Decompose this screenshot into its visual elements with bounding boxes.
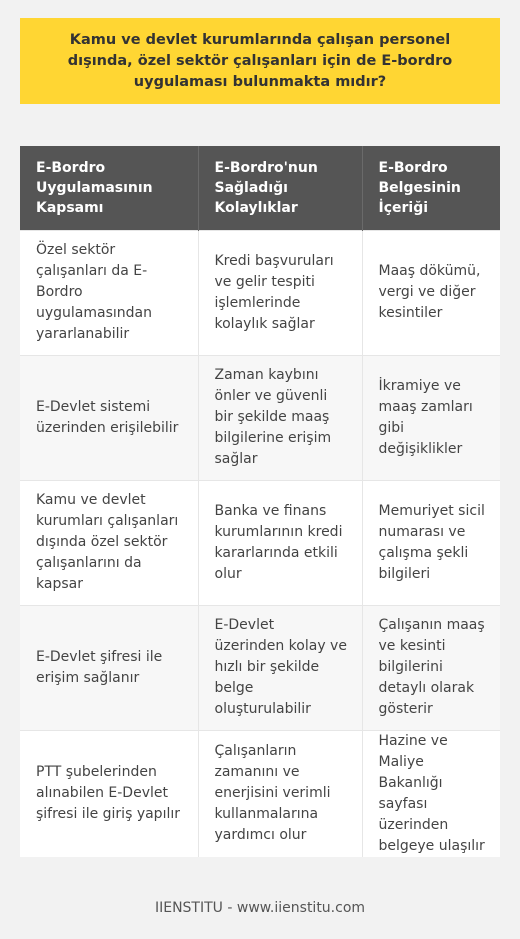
table-header-row (20, 146, 500, 230)
footer-credit: IIENSTITU - www.iienstitu.com (154, 900, 366, 916)
table-cell: Hazine ve Maliye Bakanlığı sayfası üzerinden belgeye ulaşılır (362, 730, 500, 857)
table-row (20, 230, 500, 355)
table-cell: Memuriyet sicil numarası ve çalışma şekli bilgileri (362, 480, 500, 605)
table-cell: E-Devlet şifresi ile erişim sağlanır (20, 605, 198, 730)
table-cell: Kamu ve devlet kurumları çalışanları dışında özel sektör çalışanlarını da kapsar (20, 480, 198, 605)
table-row (20, 480, 500, 605)
table-row (20, 730, 500, 857)
table-cell: Özel sektör çalışanları da E-Bordro uygulamasından yararlanabilir (20, 230, 198, 355)
table-cell: Çalışanın maaş ve kesinti bilgilerini detaylı olarak gösterir (362, 605, 500, 730)
table-row (20, 355, 500, 480)
column-header: E-Bordro Uygulamasının Kapsamı (20, 146, 198, 230)
comparison-table (20, 146, 500, 857)
table-cell: Çalışanların zamanını ve enerjisini verimli kullanmalarına yardımcı olur (198, 730, 362, 857)
title-banner (20, 18, 500, 104)
table-cell: İkramiye ve maaş zamları gibi değişiklikler (362, 355, 500, 480)
table-cell: Zaman kaybını önler ve güvenli bir şekilde maaş bilgilerine erişim sağlar (198, 355, 362, 480)
table-cell: PTT şubelerinden alınabilen E-Devlet şifresi ile giriş yapılır (20, 730, 198, 857)
table-cell: E-Devlet üzerinden kolay ve hızlı bir şekilde belge oluşturulabilir (198, 605, 362, 730)
column-header: E-Bordro Belgesinin İçeriği (362, 146, 500, 230)
table-cell: Kredi başvuruları ve gelir tespiti işlemlerinde kolaylık sağlar (198, 230, 362, 355)
column-header: E-Bordro'nun Sağladığı Kolaylıklar (198, 146, 362, 230)
table-cell: E-Devlet sistemi üzerinden erişilebilir (20, 355, 198, 480)
table-row (20, 605, 500, 730)
table-cell: Banka ve finans kurumlarının kredi kararlarında etkili olur (198, 480, 362, 605)
page-title: Kamu ve devlet kurumlarında çalışan personel dışında, özel sektör çalışanları için de E-bordro uygulaması bulunmakta mıdır? (67, 31, 453, 90)
table-cell: Maaş dökümü, vergi ve diğer kesintiler (362, 230, 500, 355)
